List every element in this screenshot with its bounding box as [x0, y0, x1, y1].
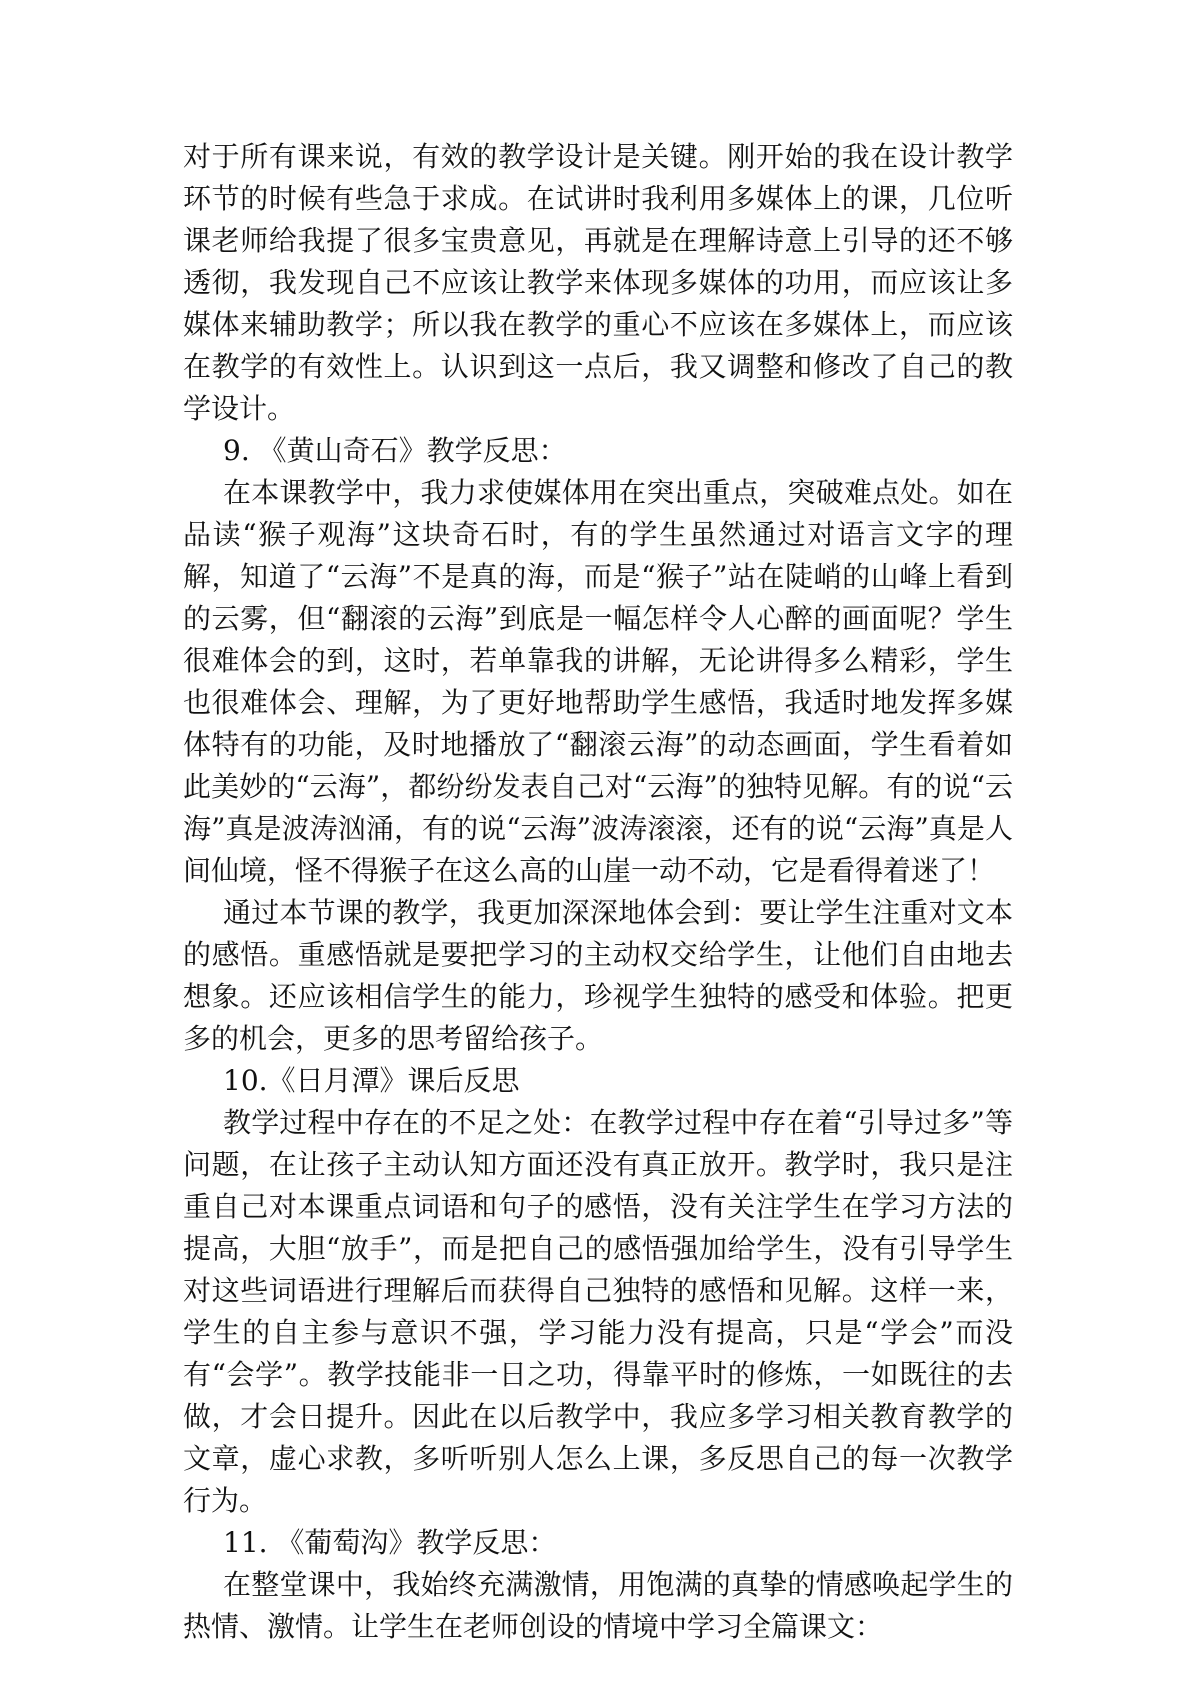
paragraph-riyuetan: 教学过程中存在的不足之处：在教学过程中存在着“引导过多”等问题，在让孩子主动认知方面还没有真正放开。教学时，我只是注重自己对本课重点词语和句子的感悟，没有关注学生在学习方法的提高，大胆“放手”，而是把自己的感悟强加给学生，没有引导学生对这些词语进行理解后而获得自己独特的感悟和见解。这样一来，学生的自主参与意识不强，学习能力没有提高，只是“学会”而没有“会学”。教学技能非一日之功，得靠平时的修炼，一如既往的去做，才会日提升。因此在以后教学中，我应多学习相关教育教学的文章，虚心求教，多听听别人怎么上课，多反思自己的每一次教学行为。	[183, 1106, 1013, 1517]
document-page	[183, 136, 1013, 1648]
paragraph-putaogou: 在整堂课中，我始终充满激情，用饱满的真挚的情感唤起学生的热情、激情。让学生在老师创设的情境中学习全篇课文：	[183, 1568, 1013, 1643]
section-heading-10: 10.《日月潭》课后反思	[223, 1064, 520, 1097]
section-heading-11: 11. 《葡萄沟》教学反思：	[223, 1526, 557, 1559]
section-heading-9: 9. 《黄山奇石》教学反思：	[223, 434, 567, 467]
paragraph-intro: 对于所有课来说，有效的教学设计是关键。刚开始的我在设计教学环节的时候有些急于求成。在试讲时我利用多媒体上的课，几位听课老师给我提了很多宝贵意见，再就是在理解诗意上引导的还不够透彻，我发现自己不应该让教学来体现多媒体的功用，而应该让多媒体来辅助教学；所以我在教学的重心不应该在多媒体上，而应该在教学的有效性上。认识到这一点后，我又调整和修改了自己的教学设计。	[183, 140, 1013, 425]
paragraph-huangshan-1: 在本课教学中，我力求使媒体用在突出重点，突破难点处。如在品读“猴子观海”这块奇石时，有的学生虽然通过对语言文字的理解，知道了“云海”不是真的海，而是“猴子”站在陡峭的山峰上看到的云雾，但“翻滚的云海”到底是一幅怎样令人心醉的画面呢？学生很难体会的到，这时，若单靠我的讲解，无论讲得多么精彩，学生也很难体会、理解，为了更好地帮助学生感悟，我适时地发挥多媒体特有的功能，及时地播放了“翻滚云海”的动态画面，学生看着如此美妙的“云海”，都纷纷发表自己对“云海”的独特见解。有的说“云海”真是波涛汹涌，有的说“云海”波涛滚滚，还有的说“云海”真是人间仙境，怪不得猴子在这么高的山崖一动不动，它是看得着迷了！	[183, 476, 1013, 887]
paragraph-huangshan-2: 通过本节课的教学，我更加深深地体会到：要让学生注重对文本的感悟。重感悟就是要把学习的主动权交给学生，让他们自由地去想象。还应该相信学生的能力，珍视学生独特的感受和体验。把更多的机会，更多的思考留给孩子。	[183, 896, 1013, 1055]
